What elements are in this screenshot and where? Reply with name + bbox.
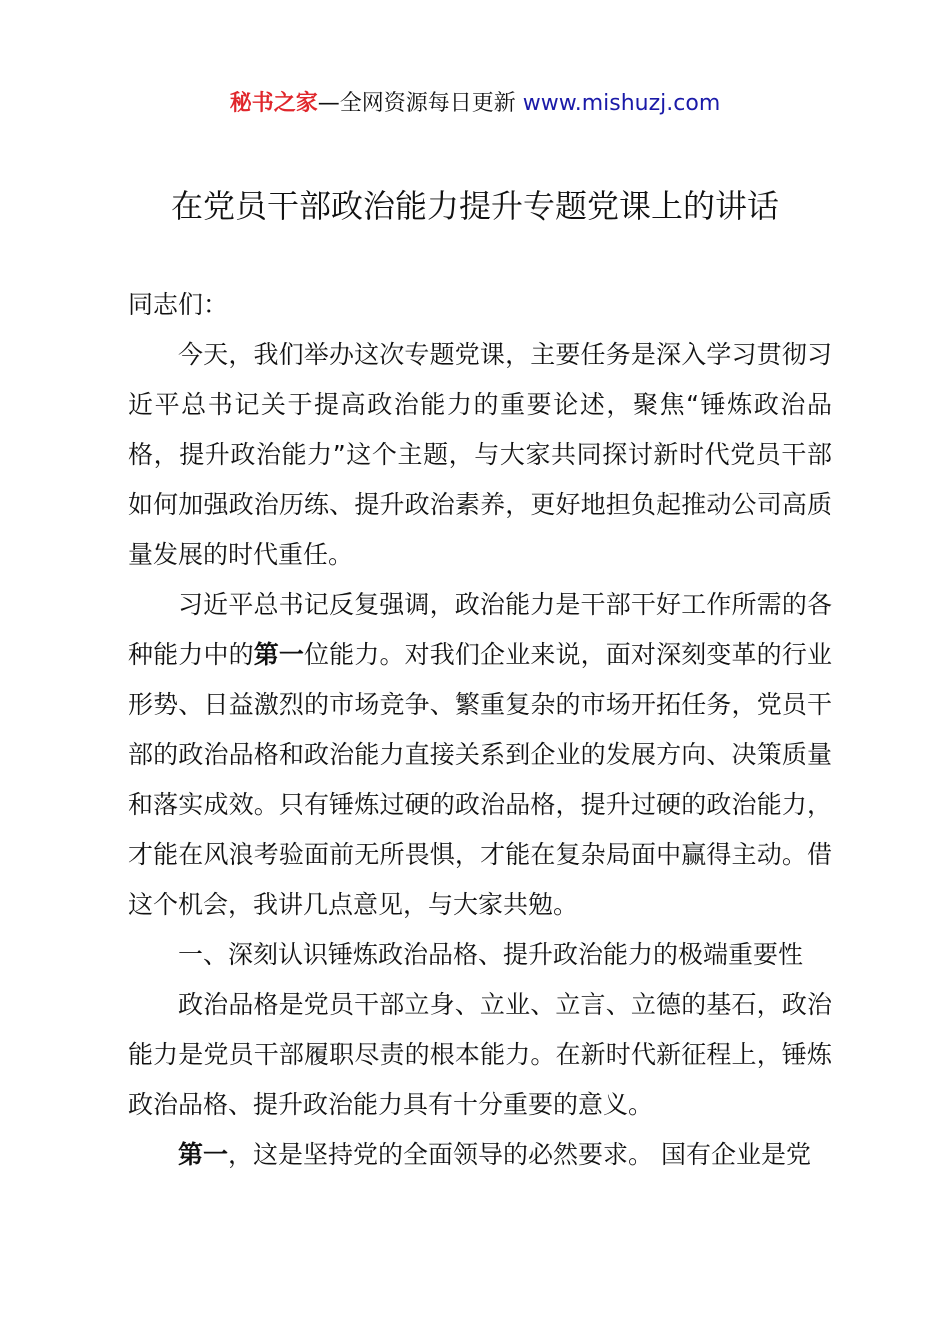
salutation: 同志们： [128,290,229,319]
document-title: 在党员干部政治能力提升专题党课上的讲话 [170,187,779,225]
paragraph-2-emphasis: 第一 [253,640,305,669]
header-tagline: —全网资源每日更新 [317,91,523,116]
site-header [0,86,950,122]
paragraph-4-emphasis: 第一 [178,1140,229,1169]
paragraph-3: 政治品格是党员干部立身、立业、立言、立德的基石，政治能力是党员干部履职尽责的根本能力。在新时代新征程上，锤炼政治品格、提升政治能力具有十分重要的意义。 [128,990,832,1119]
paragraph-2-text-a: 习近平总书记反复强调，政治能力是干部干好工作所需的各种能力中的 [128,590,832,669]
paragraph-4-text: ，这是坚持党的全面领导的必然要求。 国有企业是党 [228,1140,811,1169]
paragraph-1: 今天，我们举办这次专题党课，主要任务是深入学习贯彻习近平总书记关于提高政治能力的重要论述，聚焦“锤炼政治品格，提升政治能力”这个主题，与大家共同探讨新时代党员干部如何加强政治历练、提升政治素养，更好地担负起推动公司高质量发展的时代重任。 [128,340,832,569]
section-heading-1: 一、深刻认识锤炼政治品格、提升政治能力的极端重要性 [178,940,804,969]
paragraph-4 [128,1130,832,1180]
site-url[interactable]: www.mishuzj.com [522,91,721,116]
paragraph-2-text-b: 位能力。对我们企业来说，面对深刻变革的行业形势、日益激烈的市场竞争、繁重复杂的市场开拓任务，党员干部的政治品格和政治能力直接关系到企业的发展方向、决策质量和落实成效。只有锤炼过硬的政治品格，提升过硬的政治能力，才能在风浪考验面前无所畏惧，才能在复杂局面中赢得主动。借这个机会，我讲几点意见，与大家共勉。 [128,640,832,919]
paragraph-2 [128,580,832,930]
document-body [128,280,832,1180]
brand-name: 秘书之家 [229,91,318,116]
